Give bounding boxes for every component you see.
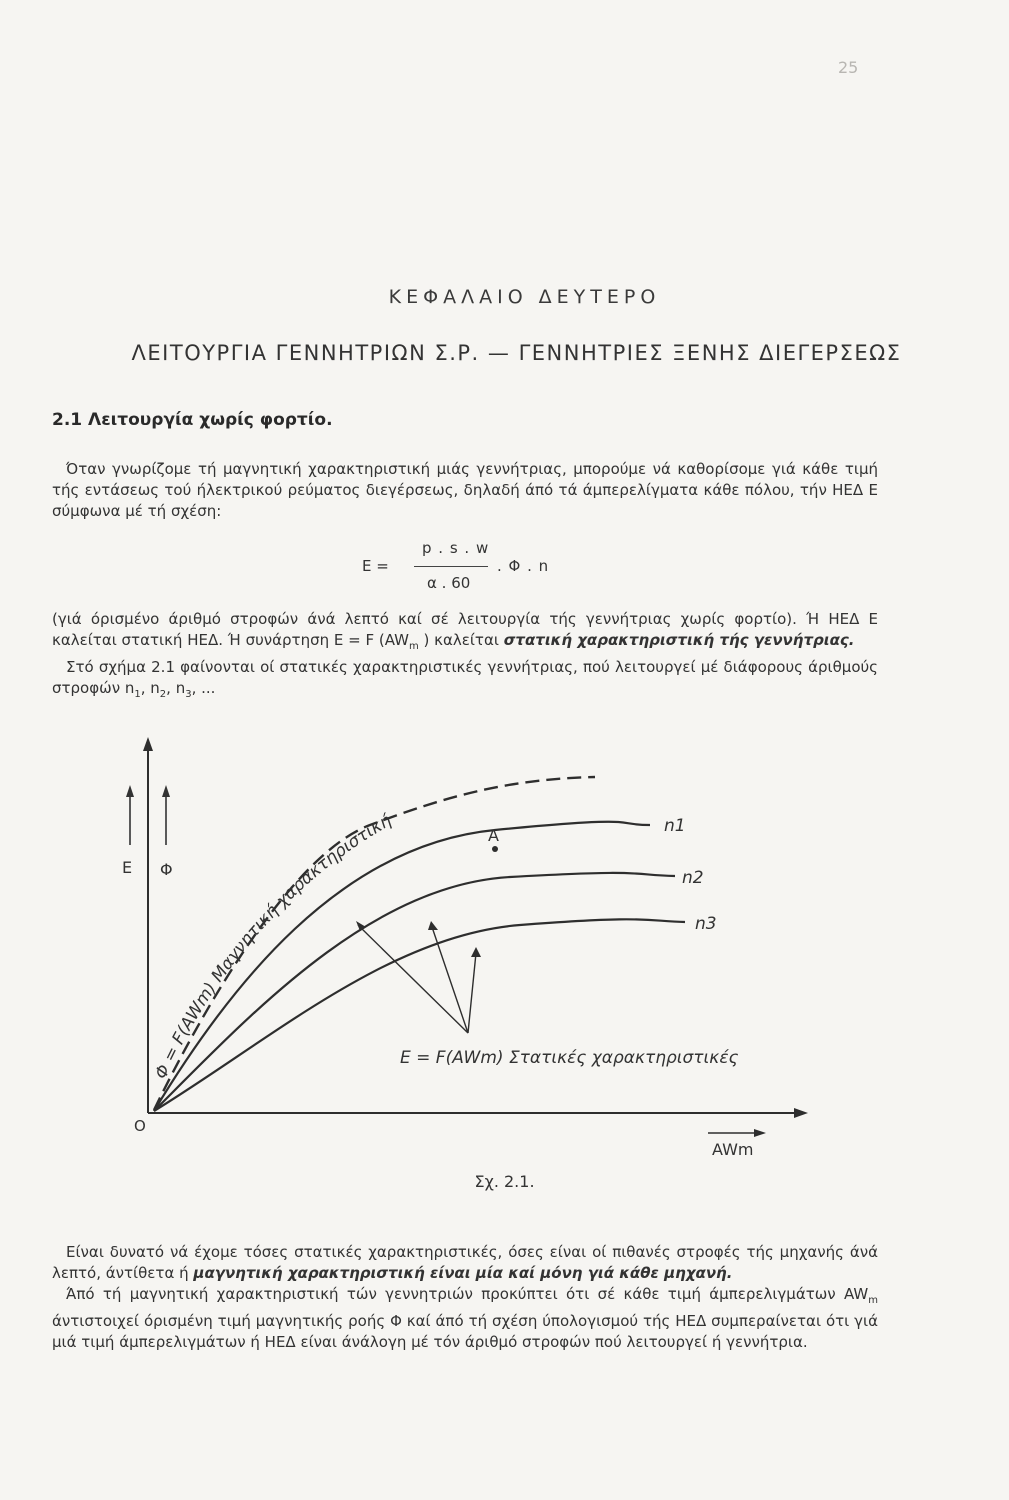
label-n3: n3 bbox=[695, 914, 717, 934]
label-n1: n1 bbox=[664, 816, 686, 836]
label-magnetic-characteristic bbox=[151, 811, 395, 1083]
chapter-label: ΚΕΦΑΛΑΙΟ ΔΕΥΤΕΡΟ bbox=[388, 286, 661, 308]
paragraph-2-line1-end: ) καλείται bbox=[423, 631, 499, 649]
phi-arrowhead-icon bbox=[162, 785, 170, 797]
paragraph-2-line2: Στό σχήμα 2.1 φαίνονται οί στατικές χαρακτηριστικές γεννήτριας, πού λειτουργεί μέ διάφορους άριθμούς στροφών n bbox=[52, 658, 878, 697]
formula-rhs: . Φ . n bbox=[497, 557, 550, 575]
paragraph-2-emphasis: στατική χαρακτηριστική τής γεννήτριας. bbox=[503, 631, 855, 649]
paragraph-3-b: Άπό τή μαγνητική χαρακτηριστική τών γεννητριών προκύπτει ότι σέ κάθε τιμή άμπερελιγμάτων AW bbox=[66, 1285, 869, 1303]
formula-denominator: α . 60 bbox=[427, 574, 471, 592]
label-point-a: A bbox=[488, 826, 499, 845]
paragraph-2-line1: (γιά όρισμένο άριθμό στροφών άνά λεπτό καί σέ λειτουργία τής γεννήτριας χωρίς φορτίο). Ή ΗΕΔ Ε καλείται στατική ΗΕΔ. Ή συνάρτηση E = F (AW bbox=[52, 610, 878, 649]
paragraph-2 bbox=[52, 609, 878, 705]
figure-caption: Σχ. 2.1. bbox=[474, 1172, 535, 1191]
pointer-arrowhead-icon bbox=[428, 921, 438, 930]
emf-formula bbox=[362, 538, 602, 598]
e-arrowhead-icon bbox=[126, 785, 134, 797]
paragraph-3-a: Είναι δυνατό νά έχομε τόσες στατικές χαρακτηριστικές, όσες είναι οί πιθανές στροφές τής μηχανής άνά λεπτό, άντίθετα ή bbox=[52, 1243, 878, 1282]
separator: , n bbox=[140, 679, 160, 697]
fraction-bar bbox=[414, 566, 488, 567]
separator: , n bbox=[166, 679, 186, 697]
paragraph-1-text: Όταν γνωρίζομε τή μαγνητική χαρακτηριστική μιάς γεννήτριας, μπορούμε νά καθορίσομε γιά κάθε τιμή τής εντάσεως τού ήλεκτρικού ρεύματος διεγέρσεως, δηλαδή άπό τά άμπερελίγματα κάθε πόλου, τήν ΗΕΔ Ε σύμφωνα μέ τή σχέση: bbox=[52, 460, 878, 520]
subscript-m: m bbox=[408, 641, 419, 652]
point-a-marker bbox=[492, 846, 498, 852]
label-e: E bbox=[122, 858, 133, 877]
subscript-3: 3 bbox=[185, 689, 192, 700]
pointer-line-n1 bbox=[358, 925, 468, 1033]
curve-n3 bbox=[154, 919, 685, 1111]
paragraph-1 bbox=[52, 459, 878, 522]
chapter-title: ΛΕΙΤΟΥΡΓΙΑ ΓΕΝΝΗΤΡΙΩΝ Σ.Ρ. — ΓΕΝΝΗΤΡΙΕΣ ΞΕΝΗΣ ΔΙΕΓΕΡΣΕΩΣ bbox=[131, 341, 902, 365]
label-static-characteristics: E = F(AWm) Στατικές χαρακτηριστικές bbox=[400, 1048, 739, 1068]
subscript-1: 1 bbox=[134, 689, 141, 700]
section-heading: 2.1 Λειτουργία χωρίς φορτίο. bbox=[52, 410, 333, 430]
y-axis-arrowhead bbox=[143, 737, 153, 751]
formula-lhs: E = bbox=[362, 557, 389, 575]
pointer-line-n2 bbox=[432, 927, 468, 1033]
ellipsis: , ... bbox=[191, 679, 216, 697]
magnetic-characteristic-text: Φ = F(AWm) Μαγνητική χαρακτηριστική bbox=[151, 810, 396, 1083]
figure-2-1 bbox=[110, 735, 810, 1169]
curve-n2 bbox=[154, 873, 675, 1111]
subscript-2: 2 bbox=[159, 689, 167, 700]
paragraph-3-emphasis: μαγνητική χαρακτηριστική είναι μία καί μόνη γιά κάθε μηχανή. bbox=[193, 1264, 733, 1282]
page-number: 25 bbox=[838, 58, 859, 77]
label-origin: O bbox=[134, 1117, 146, 1135]
subscript-m: m bbox=[868, 1295, 878, 1306]
pointer-arrowhead-icon bbox=[471, 947, 481, 957]
label-awm: AWm bbox=[712, 1140, 754, 1159]
pointer-line-n3 bbox=[468, 953, 476, 1033]
label-n2: n2 bbox=[682, 868, 704, 888]
characteristics-chart bbox=[110, 735, 810, 1165]
x-axis-arrowhead bbox=[794, 1108, 808, 1118]
formula-numerator: p . s . w bbox=[422, 539, 490, 557]
paragraph-3-c: άντιστοιχεί όρισμένη τιμή μαγνητικής ροής Φ καί άπό τή σχέση ύπολογισμού τής ΗΕΔ συμπεραίνεται ότι γιά μιά τιμή άμπερελιγμάτων ή ΗΕΔ είναι άνάλογη μέ τόν άριθμό στροφών πού λειτουργεί ή γεννήτρια. bbox=[52, 1312, 878, 1351]
awm-arrowhead-icon bbox=[754, 1129, 766, 1137]
label-phi: Φ bbox=[160, 860, 173, 879]
paragraph-3 bbox=[52, 1242, 878, 1353]
